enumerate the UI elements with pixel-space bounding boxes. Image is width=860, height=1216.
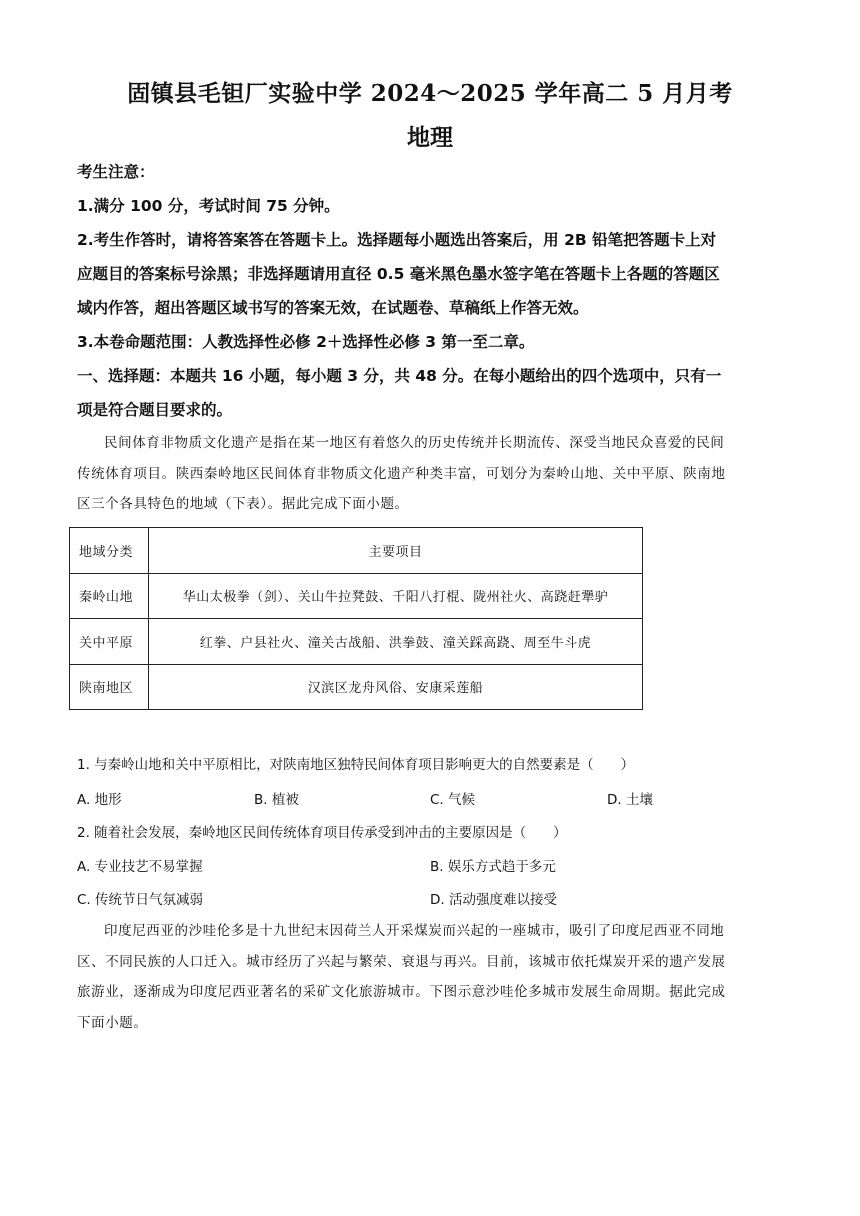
- question-2-option-a[interactable]: A. 专业技艺不易掌握: [77, 859, 203, 875]
- table-cell-region: 秦岭山地: [70, 573, 149, 619]
- table-row: [70, 619, 643, 665]
- table-row: [70, 573, 643, 619]
- passage-1-line-2: 传统体育项目。陕西秦岭地区民间体育非物质文化遗产种类丰富，可划分为秦岭山地、关中平原、陕南地: [77, 465, 726, 482]
- question-1-stem: 1. 与秦岭山地和关中平原相比，对陕南地区独特民间体育项目影响更大的自然要素是（ ）: [77, 757, 635, 773]
- question-2-option-d[interactable]: D. 活动强度难以接受: [430, 892, 557, 908]
- question-2-option-c[interactable]: C. 传统节日气氛减弱: [77, 892, 204, 908]
- notice-item-1: 1.满分 100 分，考试时间 75 分钟。: [77, 197, 340, 215]
- passage-2-line-3: 旅游业，逐渐成为印度尼西亚著名的采矿文化旅游城市。下图示意沙哇伦多城市发展生命周期。据此完成: [77, 984, 726, 1000]
- exam-subject: 地理: [407, 124, 453, 151]
- notice-item-2-line-3: 域内作答，超出答题区域书写的答案无效，在试题卷、草稿纸上作答无效。: [77, 299, 589, 317]
- notice-item-3: 3.本卷命题范围：人教选择性必修 2＋选择性必修 3 第一至二章。: [77, 333, 535, 351]
- table-header-row: [70, 528, 643, 574]
- question-2-stem: 2. 随着社会发展，秦岭地区民间传统体育项目传承受到冲击的主要原因是（ ）: [77, 825, 567, 841]
- table-header-items: 主要项目: [149, 528, 643, 574]
- table-cell-items: 汉滨区龙舟风俗、安康采莲船: [149, 664, 643, 710]
- table-cell-items: 华山太极拳（剑）、关山牛拉凳鼓、千阳八打棍、陇州社火、高跷赶犟驴: [149, 573, 643, 619]
- section-heading-line-1: 一、选择题：本题共 16 小题，每小题 3 分，共 48 分。在每小题给出的四个选项中，只有一: [77, 367, 722, 385]
- question-1-option-d[interactable]: D. 土壤: [607, 792, 653, 808]
- passage-2: [77, 916, 783, 1038]
- passage-1-line-3: 区三个各具特色的地域（下表）。据此完成下面小题。: [77, 496, 409, 512]
- notice-item-2-line-1: 2.考生作答时，请将答案答在答题卡上。选择题每小题选出答案后，用 2B 铅笔把答题卡上对: [77, 231, 717, 249]
- table-cell-items: 红拳、户县社火、潼关古战船、洪拳鼓、潼关踩高跷、周至牛斗虎: [149, 619, 643, 665]
- question-1-option-a[interactable]: A. 地形: [77, 792, 122, 808]
- sports-heritage-table: [69, 527, 643, 710]
- table-cell-region: 关中平原: [70, 619, 149, 665]
- question-2-option-b[interactable]: B. 娱乐方式趋于多元: [430, 859, 556, 875]
- notice-heading: 考生注意：: [77, 163, 155, 181]
- question-1-option-b[interactable]: B. 植被: [254, 792, 299, 808]
- table-cell-region: 陕南地区: [70, 664, 149, 710]
- table-header-region: 地域分类: [70, 528, 149, 574]
- exam-title: 固镇县毛钽厂实验中学 2024～2025 学年高二 5 月月考: [127, 80, 733, 107]
- passage-2-line-2: 区、不同民族的人口迁入。城市经历了兴起与繁荣、衰退与再兴。目前，该城市依托煤炭开采的遗产发展: [77, 953, 726, 970]
- question-1-option-c[interactable]: C. 气候: [430, 792, 476, 808]
- passage-1-line-1: 民间体育非物质文化遗产是指在某一地区有着悠久的历史传统并长期流传、深受当地民众喜爱的民间: [104, 435, 725, 451]
- passage-1: [77, 428, 783, 520]
- section-heading-line-2: 项是符合题目要求的。: [77, 401, 233, 419]
- table-row: [70, 664, 643, 710]
- notice-item-2-line-2: 应题目的答案标号涂黑；非选择题请用直径 0.5 毫米黑色墨水签字笔在答题卡上各题的答题区: [77, 265, 720, 283]
- passage-2-line-4: 下面小题。: [77, 1014, 148, 1031]
- passage-2-line-1: 印度尼西亚的沙哇伦多是十九世纪末因荷兰人开采煤炭而兴起的一座城市，吸引了印度尼西亚不同地: [104, 923, 725, 939]
